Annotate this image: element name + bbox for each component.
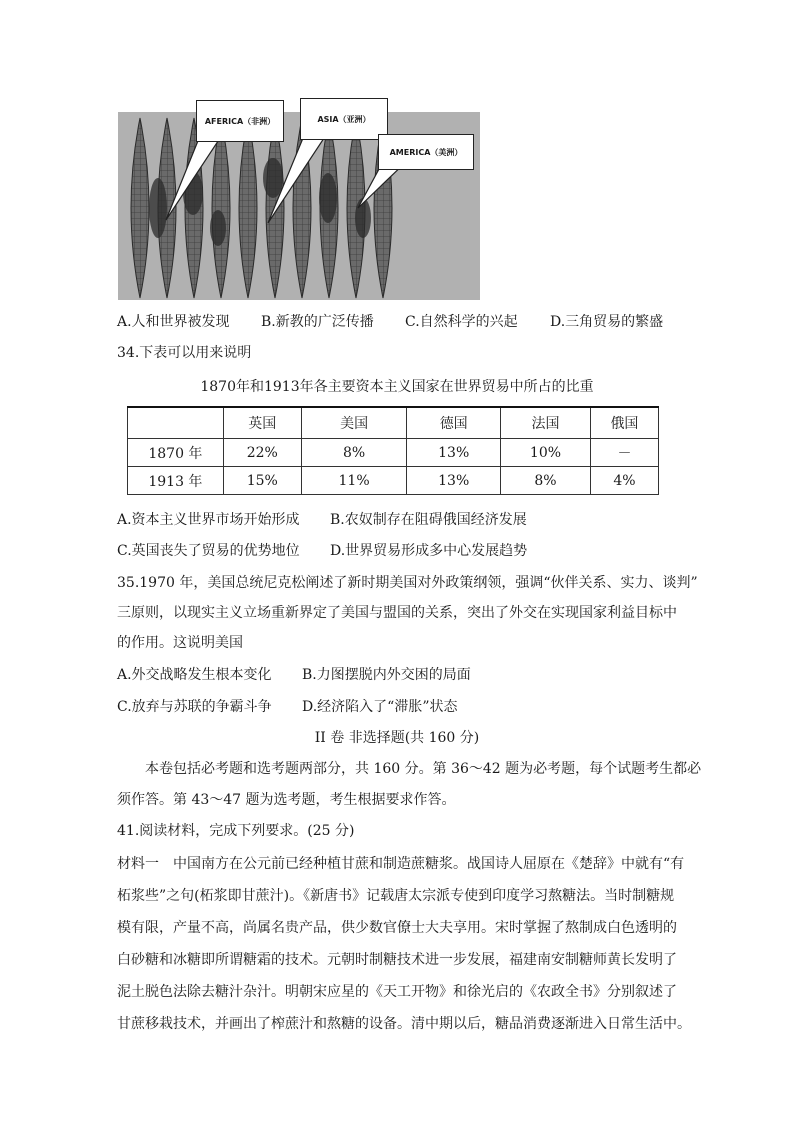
q35-option-a: A.外交战略发生根本变化	[117, 667, 272, 683]
table-header-cell: 英国	[223, 407, 301, 439]
material-line-3: 模有限，产量不高，尚属名贵产品，供少数官僚士大夫享用。宋时掌握了熬制成白色透明的	[117, 920, 677, 936]
q34-option-a: A.资本主义世界市场开始形成	[117, 512, 300, 528]
q33-option-d: D.三角贸易的繁盛	[550, 314, 664, 330]
q33-option-c: C.自然科学的兴起	[405, 314, 518, 330]
table-header-row	[128, 407, 659, 439]
material-line-1: 材料一 中国南方在公元前已经种植甘蔗和制造蔗糖浆。战国诗人屈原在《楚辞》中就有“有	[117, 856, 685, 872]
table-header-cell: 俄国	[590, 407, 658, 439]
section-intro-line-1: 本卷包括必考题和选考题两部分，共 160 分。第 36～42 题为必考题，每个试题考生都必	[145, 761, 702, 777]
q35-option-d: D.经济陷入了“滞胀”状态	[302, 699, 458, 715]
table-cell: 13%	[407, 467, 501, 495]
material-line-2: 柘浆些”之句(柘浆即甘蔗汁)。《新唐书》记载唐太宗派专使到印度学习熬糖法。当时制糖规	[117, 888, 675, 904]
table-cell: 1913 年	[128, 467, 224, 495]
table-header-cell: 美国	[301, 407, 407, 439]
table-cell: 8%	[501, 467, 591, 495]
q35-line-2: 三原则，以现实主义立场重新界定了美国与盟国的关系，突出了外交在实现国家利益目标中	[117, 605, 677, 621]
table-cell: 10%	[501, 439, 591, 467]
table-header-cell: 法国	[501, 407, 591, 439]
q33-option-b: B.新教的广泛传播	[261, 314, 374, 330]
q35-option-c: C.放弃与苏联的争霸斗争	[117, 699, 272, 715]
trade-share-table	[127, 406, 659, 495]
q34-option-b: B.农奴制存在阻碍俄国经济发展	[330, 512, 527, 528]
table-row	[128, 467, 659, 495]
table-header-cell	[128, 407, 224, 439]
callout-america-label: AMERICA（美洲）	[389, 147, 463, 157]
table-cell: 15%	[223, 467, 301, 495]
section-title: II 卷 非选择题(共 160 分)	[314, 730, 480, 746]
q33-option-a: A.人和世界被发现	[117, 314, 230, 330]
table-row	[128, 439, 659, 467]
q34-option-c: C.英国丧失了贸易的优势地位	[117, 543, 300, 559]
q35-line-1: 35.1970 年，美国总统尼克松阐述了新时期美国对外政策纲领，强调“伙伴关系、实力、谈判”	[117, 575, 698, 591]
q34-stem: 34.下表可以用来说明	[117, 345, 252, 361]
callout-africa	[196, 100, 284, 142]
q34-option-d: D.世界贸易形成多中心发展趋势	[330, 543, 528, 559]
material-line-5: 泥土脱色法除去糖汁杂汁。明朝宋应星的《天工开物》和徐光启的《农政全书》分别叙述了	[117, 984, 677, 1000]
table-cell: 4%	[590, 467, 658, 495]
table-title: 1870年和1913年各主要资本主义国家在世界贸易中所占的比重	[200, 379, 594, 395]
table-cell: 22%	[223, 439, 301, 467]
table-cell: －	[590, 439, 658, 467]
callout-asia	[300, 98, 388, 140]
table-cell: 13%	[407, 439, 501, 467]
world-map-figure	[118, 98, 480, 300]
callout-africa-label: AFERICA（非洲）	[204, 116, 276, 126]
table-cell: 8%	[301, 439, 407, 467]
q35-line-3: 的作用。这说明美国	[117, 635, 243, 651]
table-cell: 11%	[301, 467, 407, 495]
material-line-6: 甘蔗移栽技术，并画出了榨蔗汁和熬糖的设备。清中期以后，糖品消费逐渐进入日常生活中。	[117, 1016, 691, 1032]
table-cell: 1870 年	[128, 439, 224, 467]
section-intro-line-2: 须作答。第 43～47 题为选考题，考生根据要求作答。	[117, 792, 456, 808]
q35-option-b: B.力图摆脱内外交困的局面	[302, 667, 471, 683]
material-line-4: 白砂糖和冰糖即所谓糖霜的技术。元朝时制糖技术进一步发展，福建南安制糖师黄长发明了	[117, 952, 677, 968]
map-gores-image	[118, 98, 480, 300]
q41-stem: 41.阅读材料，完成下列要求。(25 分)	[117, 823, 355, 839]
callout-america	[378, 134, 474, 170]
callout-asia-label: ASIA（亚洲）	[317, 114, 371, 124]
table-header-cell: 德国	[407, 407, 501, 439]
